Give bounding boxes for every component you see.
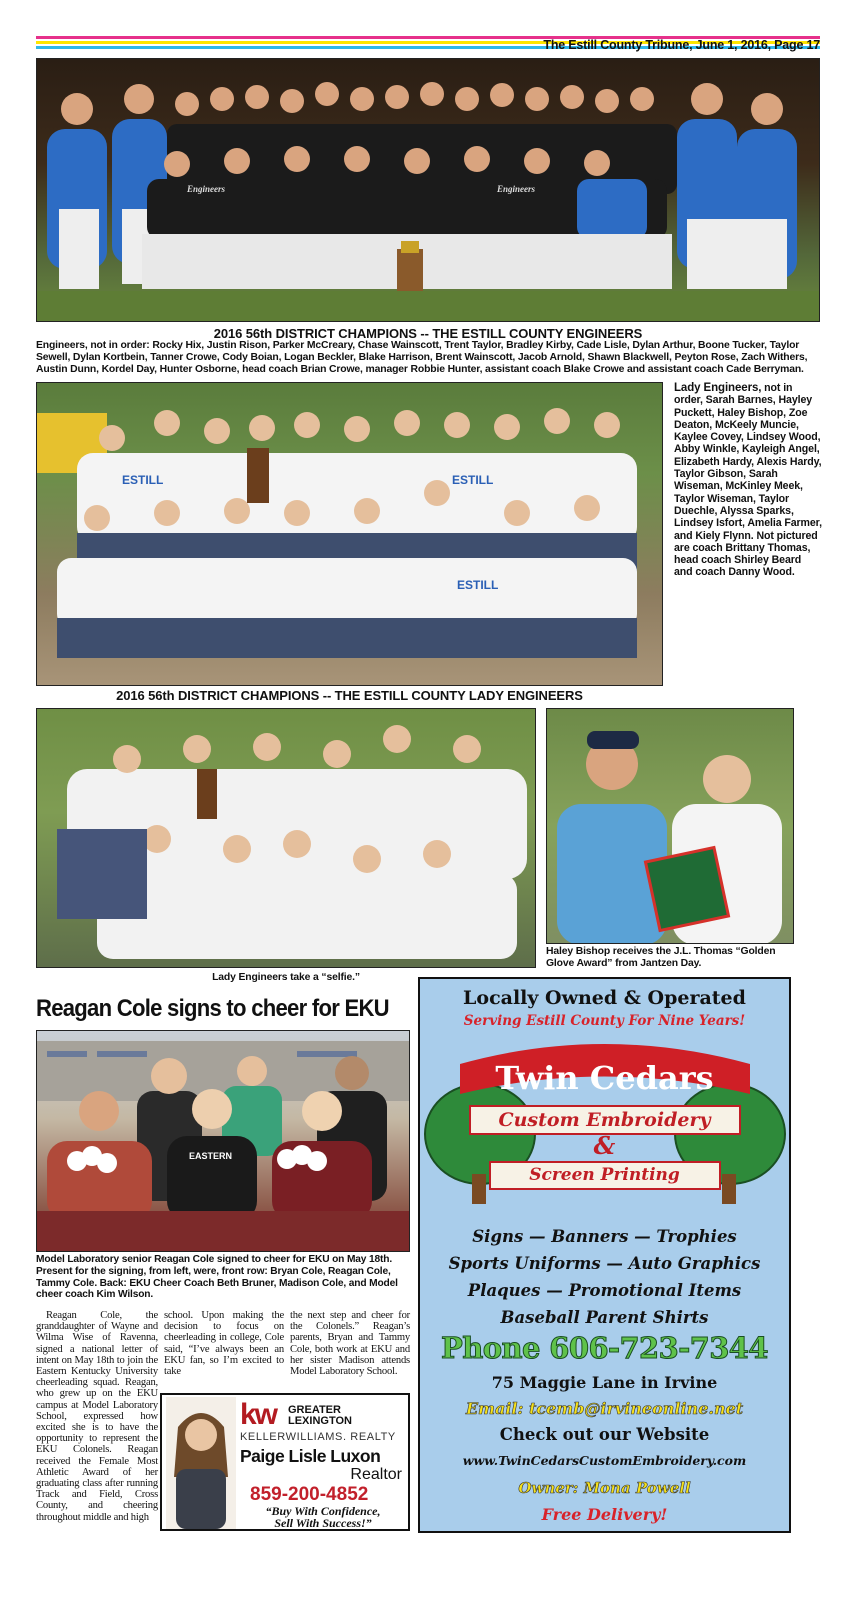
- tc-logo-amp: &: [593, 1131, 616, 1160]
- realtor-logo-line2: LEXINGTON: [288, 1415, 352, 1427]
- award-caption: Haley Bishop receives the J.L. Thomas “Golden Glove Award” from Jantzen Day.: [546, 946, 776, 970]
- realtor-logo-line1: GREATER: [288, 1404, 341, 1416]
- realtor-photo: [166, 1397, 236, 1529]
- jersey-text: ESTILL: [122, 473, 164, 487]
- lady-engineers-figures: [37, 383, 663, 686]
- realtor-phone: 859-200-4852: [250, 1484, 369, 1505]
- tc-email: Email: tcemb@irvineonline.net: [465, 1399, 744, 1418]
- realtor-slogan-1: “Buy With Confidence,: [265, 1504, 381, 1518]
- caption-rest: not in order, Sarah Barnes, Hayley Puckett, Haley Bishop, Zoe Deaton, McKeely Muncie, Kaylee Covey, Lindsey Wood, Abby Winkle, Kayleigh Angel, Elizabeth Hardy, Alexis Hardy, Taylor Gibson, Sarah Wiseman, McKinley Meek, Taylor Wiseman, Taylor Duechle, Alyssa Sparks, Lindsey Isfort, Amelia Farmer, and Kiely Flynn. Not pictured are coach Brittany Thomas, head coach Shirley Beard and coach Danny Wood.: [674, 382, 822, 579]
- lady-engineers-caption: [674, 382, 822, 579]
- award-figures: [547, 709, 794, 944]
- tc-service-2: Sports Uniforms — Auto Graphics: [448, 1254, 761, 1273]
- caption-lead: Lady Engineers,: [674, 382, 762, 394]
- tc-phone: Phone 606-723-7344: [441, 1331, 768, 1365]
- jersey-text-3: ESTILL: [457, 578, 499, 592]
- tc-service-4: Baseball Parent Shirts: [500, 1308, 709, 1327]
- tc-service-1: Signs — Banners — Trophies: [472, 1227, 737, 1246]
- lady-engineers-headline: 2016 56th DISTRICT CHAMPIONS -- THE ESTILL COUNTY LADY ENGINEERS: [116, 688, 583, 703]
- lady-engineers-team-photo: [36, 382, 663, 686]
- selfie-caption: Lady Engineers take a “selfie.”: [212, 972, 360, 983]
- realtor-name: Paige Lisle Luxon: [240, 1446, 381, 1466]
- tc-website: www.TwinCedarsCustomEmbroidery.com: [462, 1453, 747, 1468]
- tc-logo-line1: Custom Embroidery: [498, 1109, 711, 1131]
- tc-logo-name: Twin Cedars: [495, 1059, 714, 1097]
- engineers-team-figures: [37, 59, 820, 322]
- story-figures: [37, 1031, 410, 1252]
- selfie-figures: [37, 709, 536, 968]
- tc-owner: Owner: Mona Powell: [518, 1479, 691, 1497]
- story-photo: [36, 1030, 410, 1252]
- engineers-headline: 2016 56th DISTRICT CHAMPIONS -- THE ESTILL COUNTY ENGINEERS: [213, 326, 643, 341]
- story-column-2: school. Upon making the decision to focus on cheerleading in college, Cole said, “I’ve always been an EKU fan, so I’m excited to take: [164, 1310, 284, 1378]
- story-photo-caption: Model Laboratory senior Reagan Cole signed to cheer for EKU on May 18th. Present for the signing, from left, were, front row: Bryan Cole, Reagan Cole, Tammy Cole. Back: EKU Cheer Coach Beth Bruner, Madison Cole, and Model cheer coach Kim Wilson.: [36, 1254, 398, 1301]
- kw-logo: kw: [240, 1398, 277, 1431]
- jersey-text-2: Engineers: [497, 184, 536, 194]
- story-column-1: Reagan Cole, the granddaughter of Wayne and Wilma Wise of Ravenna, signed a national letter of intent on May 18th to join the Eastern Kentucky University cheerleading squad. Reagan, who grew up on the EKU campus at Model Laboratory School, expressed how excited she is to have the opportunity to represent the EKU Colonels. Reagan received the Female Most Athletic Award of her graduating class after running Track and Field, Cross County, and cheering throughout middle and high: [36, 1310, 158, 1523]
- tc-subhead: Serving Estill County For Nine Years!: [463, 1013, 746, 1029]
- shirt-text: EASTERN: [189, 1151, 233, 1161]
- award-photo: [546, 708, 794, 944]
- tc-headline: Locally Owned & Operated: [463, 987, 746, 1009]
- realtor-brand: KELLERWILLIAMS. REALTY: [240, 1431, 396, 1443]
- realtor-slogan-2: Sell With Success!”: [274, 1516, 372, 1530]
- tc-service-3: Plaques — Promotional Items: [467, 1281, 742, 1300]
- engineers-team-photo: [36, 58, 820, 322]
- tc-logo-line2: Screen Printing: [529, 1165, 680, 1185]
- story-column-3: the next step and cheer for the Colonels.” Reagan’s parents, Bryan and Tammy Cole, both work at EKU and her sister Madison attends Model Laboratory School.: [290, 1310, 410, 1378]
- engineers-caption: Engineers, not in order: Rocky Hix, Justin Rison, Parker McCreary, Chase Wainscott, Trent Taylor, Bradley Kirby, Cade Lisle, Dylan Arthur, Boone Tucker, Taylor Sewell, Dylan Kortbein, Tanner Crowe, Cody Boian, Logan Beckler, Blake Harrison, Brent Wainscott, Jacob Arnold, Shawn Blackwell, Peyton Rose, Zach Withers, Austin Dunn, Kordel Day, Hunter Osborne, head coach Brian Crowe, manager Robbie Hunter, assistant coach Blake Crowe and assistant coach Cade Berryman.: [36, 340, 808, 376]
- story-title: Reagan Cole signs to cheer for EKU: [36, 995, 389, 1022]
- tc-address: 75 Maggie Lane in Irvine: [491, 1373, 718, 1392]
- selfie-photo: [36, 708, 536, 968]
- realtor-ad: [160, 1393, 410, 1531]
- tc-delivery: Free Delivery!: [541, 1505, 668, 1524]
- twin-cedars-ad: [418, 977, 791, 1533]
- masthead: The Estill County Tribune, June 1, 2016, Page 17: [543, 38, 820, 52]
- jersey-text-2: ESTILL: [452, 473, 494, 487]
- jersey-text: Engineers: [187, 184, 226, 194]
- realtor-title: Realtor: [350, 1466, 402, 1483]
- tc-website-label: Check out our Website: [499, 1425, 710, 1444]
